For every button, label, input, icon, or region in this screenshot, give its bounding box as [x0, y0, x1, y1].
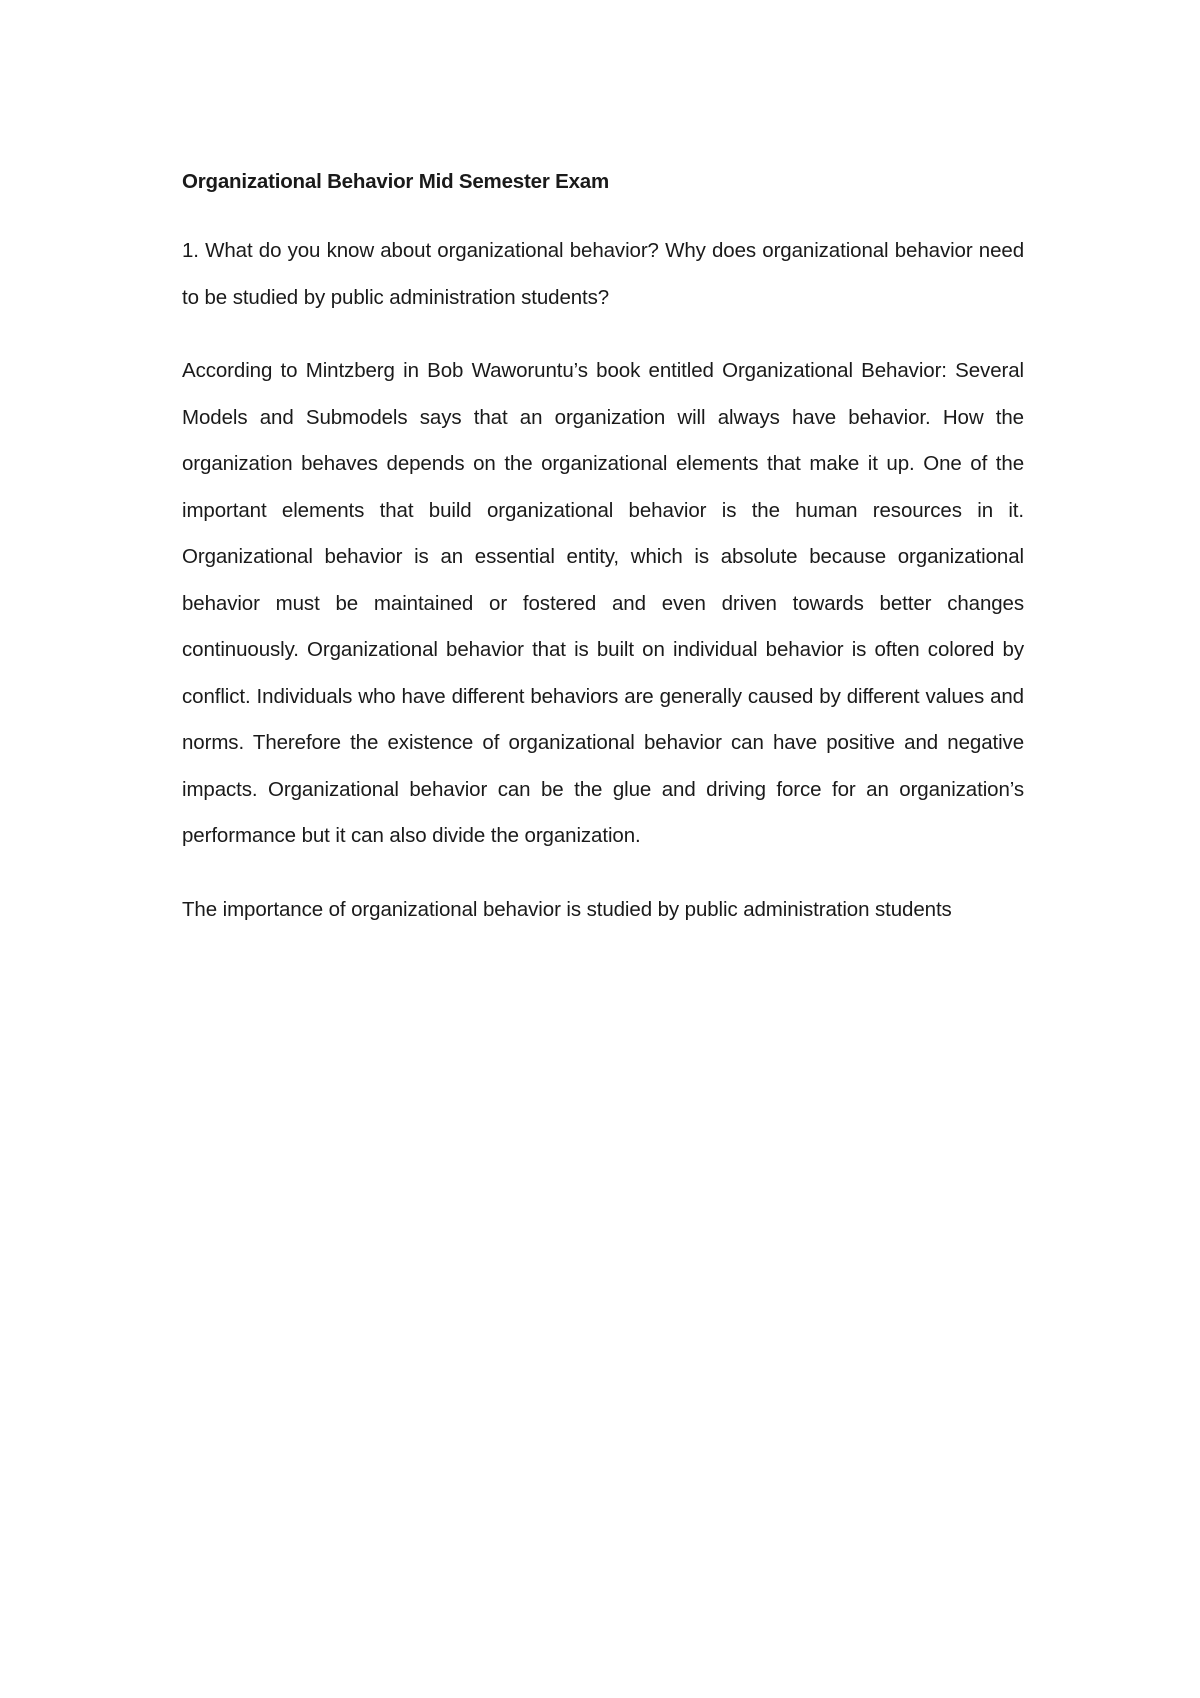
document-title: Organizational Behavior Mid Semester Exam — [182, 170, 609, 193]
answer-paragraph: According to Mintzberg in Bob Waworuntu’s book entitled Organizational Behavior: Several Models and Submodels says that an organization will always have behavior. How the organization behaves depends on the organizational elements that make it up. One of the important elements that build organizational behavior is the human resources in it. Organizational behavior is an essential entity, which is absolute because organizational behavior must be maintained or fostered and even driven towards better changes continuously. Organizational behavior that is built on individual behavior is often colored by conflict. Individuals who have different behaviors are generally caused by different values and norms. Therefore the existence of organizational behavior can have positive and negative impacts. Organizational behavior can be the glue and driving force for an organization’s performance but it can also divide the organization. — [182, 359, 1024, 847]
question-1: 1. What do you know about organizational behavior? Why does organizational behavior need to be studied by public administration students? — [182, 239, 1024, 309]
importance-paragraph: The importance of organizational behavior is studied by public administration students — [182, 897, 952, 921]
document-body — [182, 168, 1024, 960]
